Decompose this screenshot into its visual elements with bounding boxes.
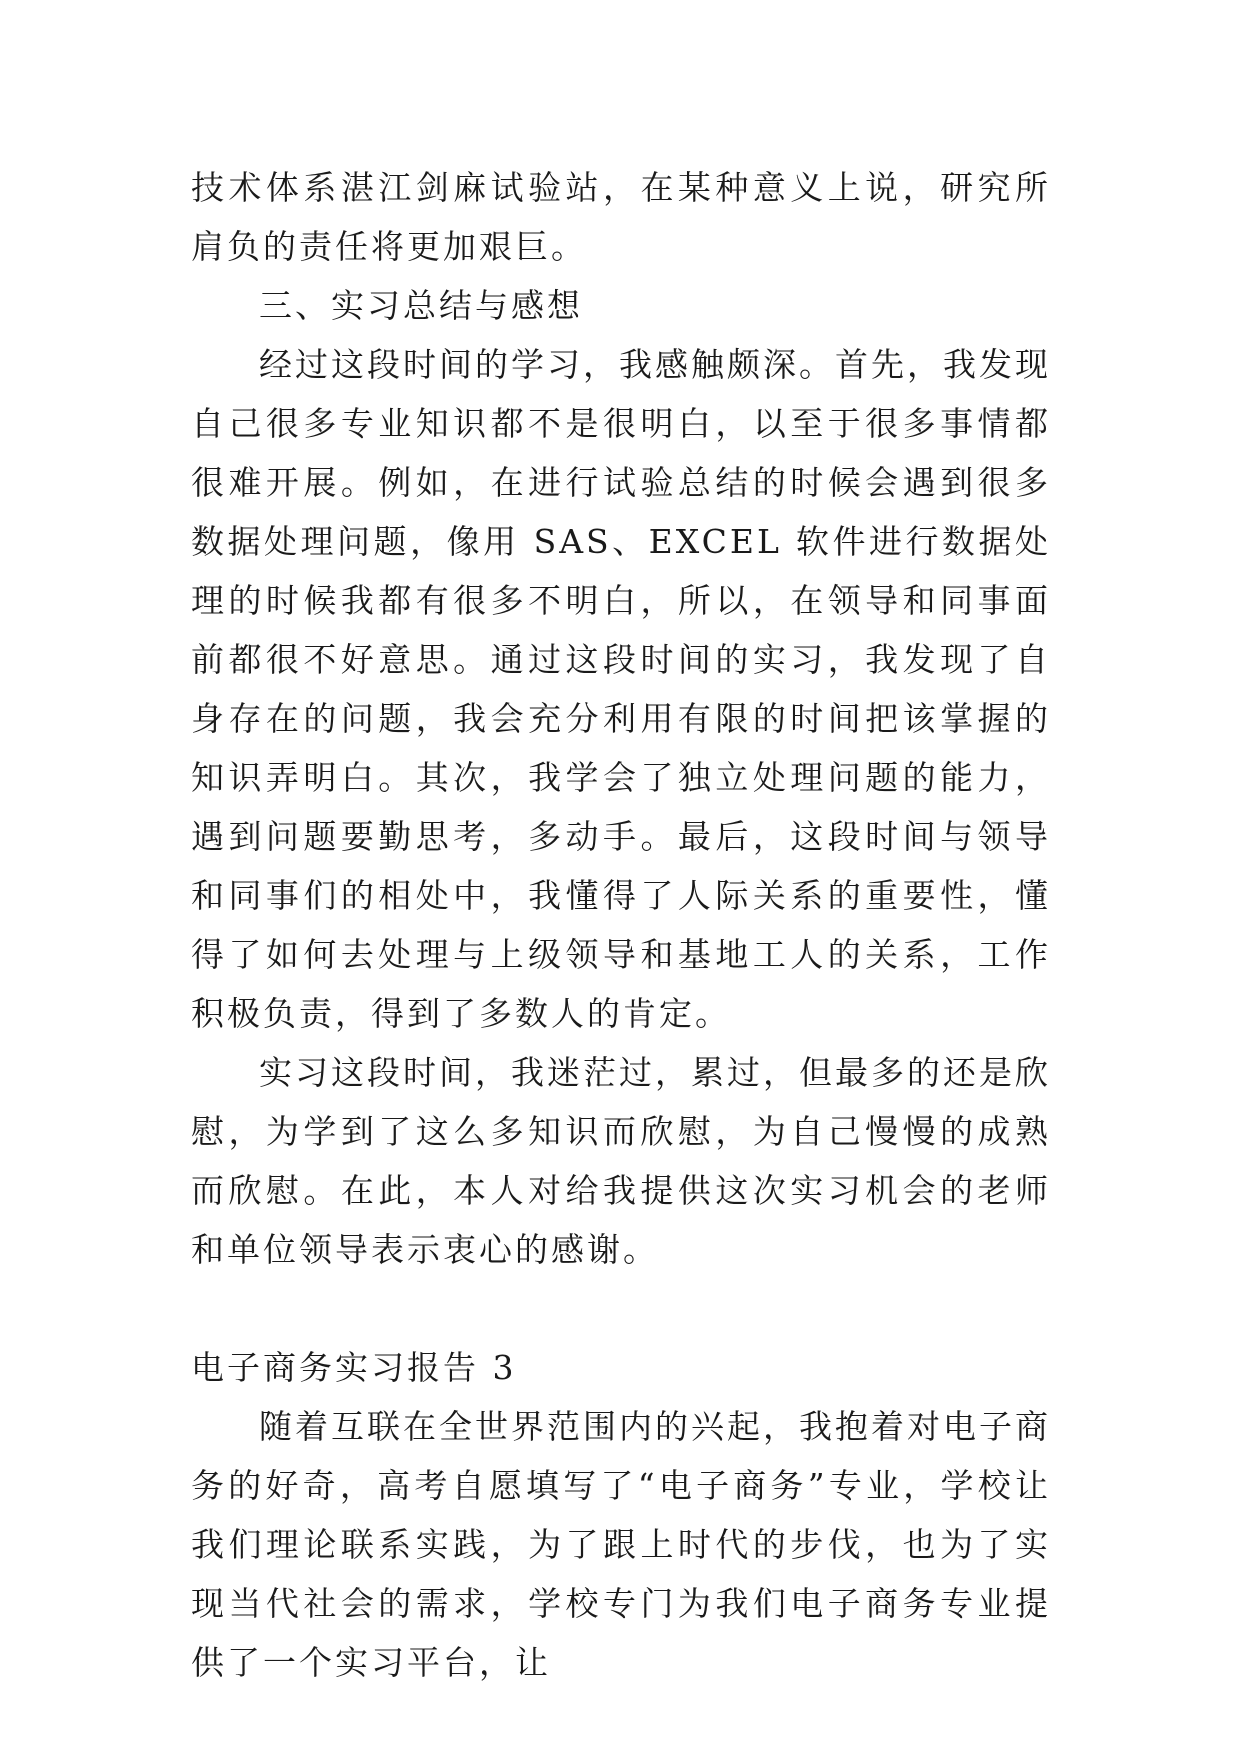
paragraph-report-intro: 随着互联在全世界范围内的兴起，我抱着对电子商务的好奇，高考自愿填写了“电子商务”专业，学校让我们理论联系实践，为了跟上时代的步伐，也为了实现当代社会的需求，学校专门为我们电子商务专业提供了一个实习平台，让 [191, 1407, 1051, 1682]
paragraph-gratitude: 实习这段时间，我迷茫过，累过，但最多的还是欣慰，为学到了这么多知识而欣慰，为自己慢慢的成熟而欣慰。在此，本人对给我提供这次实习机会的老师和单位领导表示衷心的感谢。 [191, 1053, 1051, 1269]
paragraph-reflection: 经过这段时间的学习，我感触颇深。首先，我发现自己很多专业知识都不是很明白，以至于很多事情都很难开展。例如，在进行试验总结的时候会遇到很多数据处理问题，像用 SAS、EXCEL 软件进行数据处理的时候我都有很多不明白，所以，在领导和同事面前都很不好意思。通过这段时间的实习，我发现了自身存在的问题，我会充分利用有限的时间把该掌握的知识弄明白。其次，我学会了独立处理问题的能力，遇到问题要勤思考，多动手。最后，这段时间与领导和同事们的相处中，我懂得了人际关系的重要性，懂得了如何去处理与上级领导和基地工人的关系，工作积极负责，得到了多数人的肯定。 [191, 345, 1051, 1033]
report-title: 电子商务实习报告 3 [191, 1348, 517, 1387]
paragraph-continuation: 技术体系湛江剑麻试验站，在某种意义上说，研究所肩负的责任将更加艰巨。 [191, 168, 1051, 266]
section-heading-summary: 三、实习总结与感想 [259, 286, 583, 325]
blank-line [191, 1279, 1051, 1338]
document-body [191, 158, 1051, 1692]
